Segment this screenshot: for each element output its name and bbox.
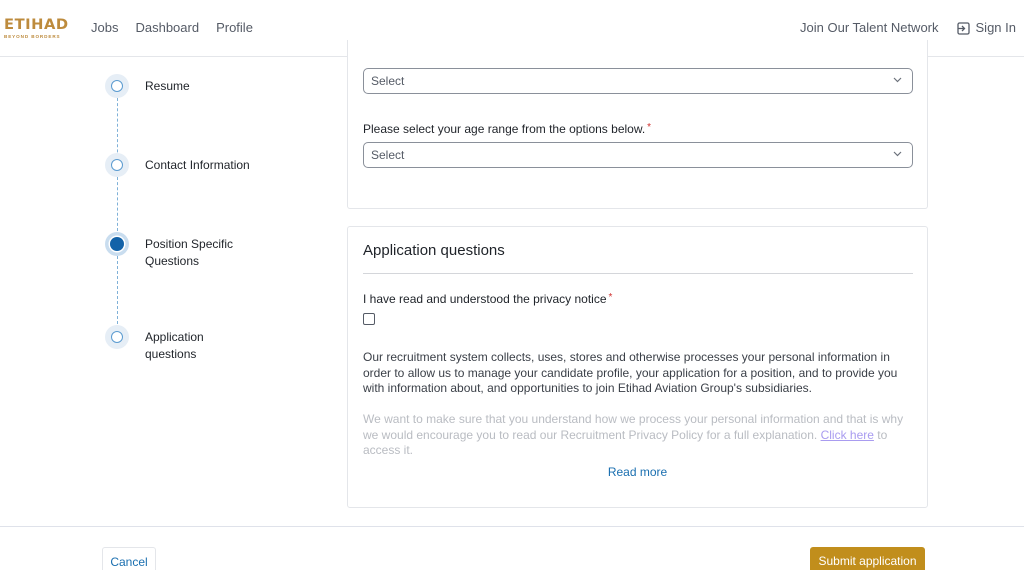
read-more-link[interactable]: Read more [607, 465, 668, 479]
step-incomplete-icon [105, 74, 129, 98]
select-value: Select [371, 148, 405, 162]
cancel-button[interactable]: Cancel [102, 547, 156, 570]
position-questions-card [347, 40, 928, 209]
step-label: Application questions [145, 330, 204, 361]
submit-application-button[interactable]: Submit application [810, 547, 925, 570]
header-actions [800, 20, 1016, 36]
divider [363, 273, 913, 274]
chevron-down-icon [893, 151, 902, 157]
privacy-notice-checkbox[interactable] [363, 313, 375, 325]
nav-jobs[interactable]: Jobs [91, 20, 119, 35]
select-value: Select [371, 74, 405, 88]
step-incomplete-icon [105, 153, 129, 177]
sign-in-label: Sign In [975, 20, 1016, 35]
sign-in-link[interactable] [957, 20, 1016, 36]
step-resume[interactable] [105, 74, 255, 98]
logo-tagline: BEYOND BORDERS [4, 34, 61, 39]
step-label: Contact Information [145, 158, 250, 172]
nav-profile[interactable]: Profile [216, 20, 253, 35]
join-talent-network-link[interactable]: Join Our Talent Network [800, 20, 939, 35]
privacy-policy-paragraph: We want to make sure that you understand how we process your personal information and that is why we would encourage you to read our Recruitment Privacy Policy for a full explanation. Click here to access it. [363, 412, 904, 457]
sign-in-icon [957, 22, 970, 35]
logo-wordmark: ETIHAD [4, 17, 69, 33]
step-label: Resume [145, 79, 190, 93]
step-position-specific-questions[interactable] [105, 232, 255, 270]
privacy-policy-link[interactable]: Click here [820, 427, 874, 442]
select-dropdown-1[interactable] [363, 68, 913, 94]
age-range-select[interactable] [363, 142, 913, 168]
required-marker: * [608, 292, 613, 303]
privacy-paragraph: Our recruitment system collects, uses, stores and otherwise processes your personal information in order to allow us to manage your candidate profile, your application for a position, and to provide you with information about, and opportunities to join Etihad Aviation Group's subsidiaries. [363, 350, 898, 395]
step-label: Position Specific Questions [145, 237, 234, 268]
required-marker: * [647, 122, 652, 133]
step-active-icon [105, 232, 129, 256]
age-range-label: Please select your age range from the options below. * [363, 122, 652, 136]
etihad-logo[interactable] [4, 18, 72, 40]
main-nav [91, 20, 253, 36]
footer-divider [0, 526, 1024, 527]
card-title: Application questions [363, 242, 505, 259]
step-connector [117, 177, 118, 231]
step-incomplete-icon [105, 325, 129, 349]
application-questions-card [347, 226, 928, 508]
nav-dashboard[interactable]: Dashboard [135, 20, 200, 35]
chevron-down-icon [893, 77, 902, 83]
privacy-notice-label: I have read and understood the privacy notice * [363, 292, 613, 306]
application-stepper [105, 57, 325, 361]
step-contact-information[interactable] [105, 153, 255, 177]
step-application-questions[interactable] [105, 325, 255, 363]
